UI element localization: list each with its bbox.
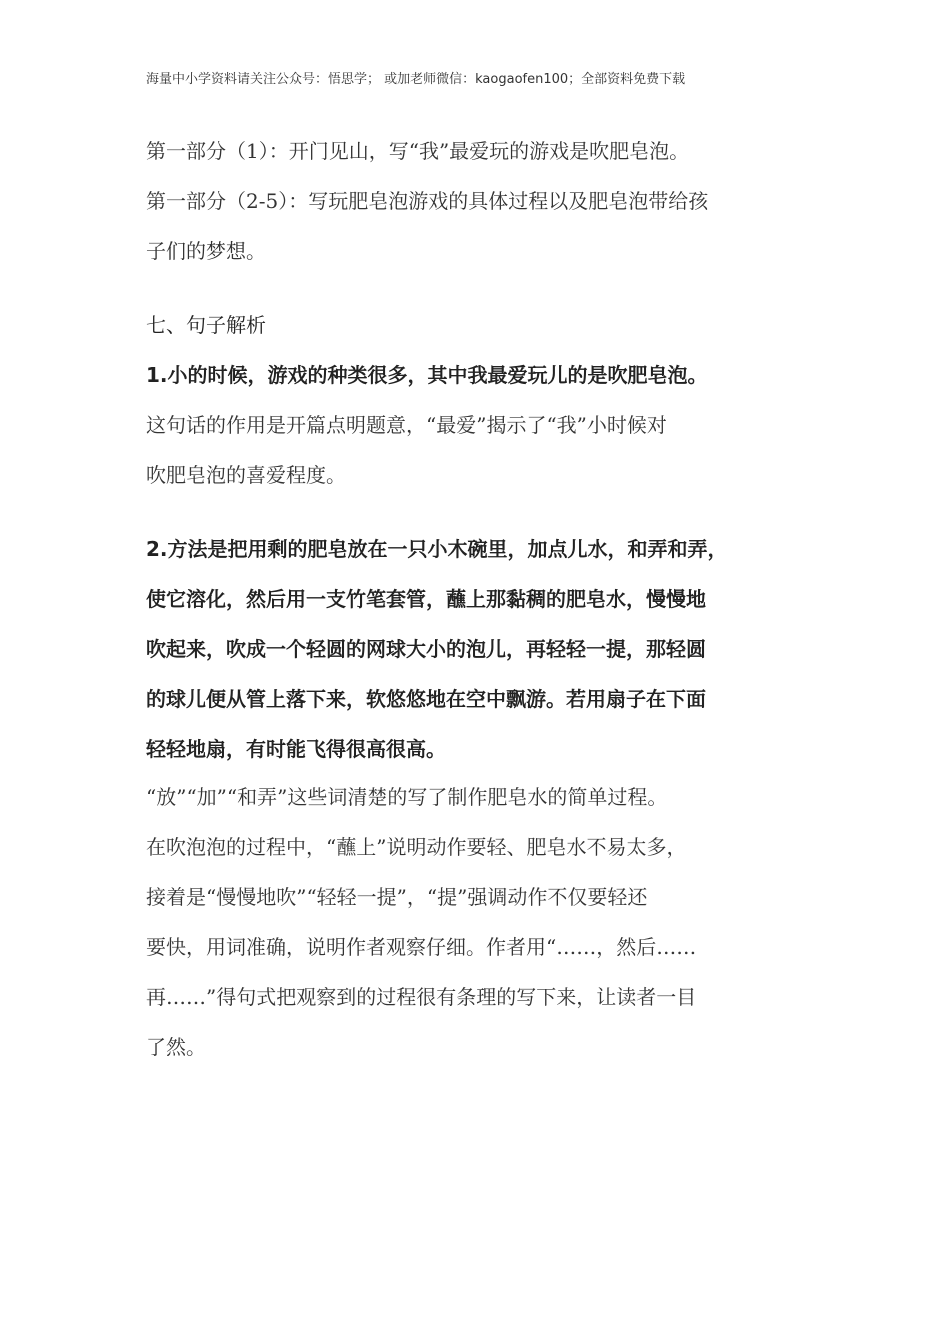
sentence2-quote-line: 轻轻地扇，有时能飞得很高很高。: [146, 737, 446, 761]
sentence2-analysis-line: 接着是“慢慢地吹”“轻轻一提”，“提”强调动作不仅要轻还: [146, 885, 648, 909]
sentence2-analysis-line: 在吹泡泡的过程中，“蘸上”说明动作要轻、肥皂水不易太多，: [146, 835, 687, 859]
sentence2-quote-line: 吹起来，吹成一个轻圆的网球大小的泡儿，再轻轻一提，那轻圆: [146, 637, 706, 661]
sentence1-quote: 1.小的时候，游戏的种类很多，其中我最爱玩儿的是吹肥皂泡。: [146, 363, 708, 387]
sentence2-quote-block: [146, 524, 806, 774]
sentence2-analysis-block: [146, 772, 806, 1072]
sentence2-analysis-line: 了然。: [146, 1035, 206, 1059]
sentence2-quote-line: 的球儿便从管上落下来，软悠悠地在空中飘游。若用扇子在下面: [146, 687, 706, 711]
sentence1-block: [146, 350, 806, 500]
sentence1-analysis-line1: 这句话的作用是开篇点明题意，“最爱”揭示了“我”小时候对: [146, 413, 667, 437]
sentence1-analysis-line2: 吹肥皂泡的喜爱程度。: [146, 463, 346, 487]
structure-part2-line2: 子们的梦想。: [146, 239, 266, 263]
structure-part1: 第一部分（1）：开门见山，写“我”最爱玩的游戏是吹肥皂泡。: [146, 139, 690, 163]
structure-part2-line1: 第一部分（2-5）：写玩肥皂泡游戏的具体过程以及肥皂泡带给孩: [146, 189, 709, 213]
section-title: 七、句子解析: [146, 313, 266, 337]
sentence2-analysis-line: 再……”得句式把观察到的过程很有条理的写下来，让读者一目: [146, 985, 697, 1009]
sentence2-analysis-line: “放”“加”“和弄”这些词清楚的写了制作肥皂水的简单过程。: [146, 785, 668, 809]
structure-block: [146, 126, 806, 276]
sentence2-analysis-line: 要快，用词准确，说明作者观察仔细。作者用“……，然后……: [146, 935, 697, 959]
sentence2-quote-line: 使它溶化，然后用一支竹笔套管，蘸上那黏稠的肥皂水，慢慢地: [146, 587, 706, 611]
page-header: 海量中小学资料请关注公众号：悟思学； 或加老师微信：kaogaofen100；全部资料免费下载: [146, 72, 686, 87]
sentence2-quote-line: 2.方法是把用剩的肥皂放在一只小木碗里，加点儿水，和弄和弄，: [146, 537, 728, 561]
